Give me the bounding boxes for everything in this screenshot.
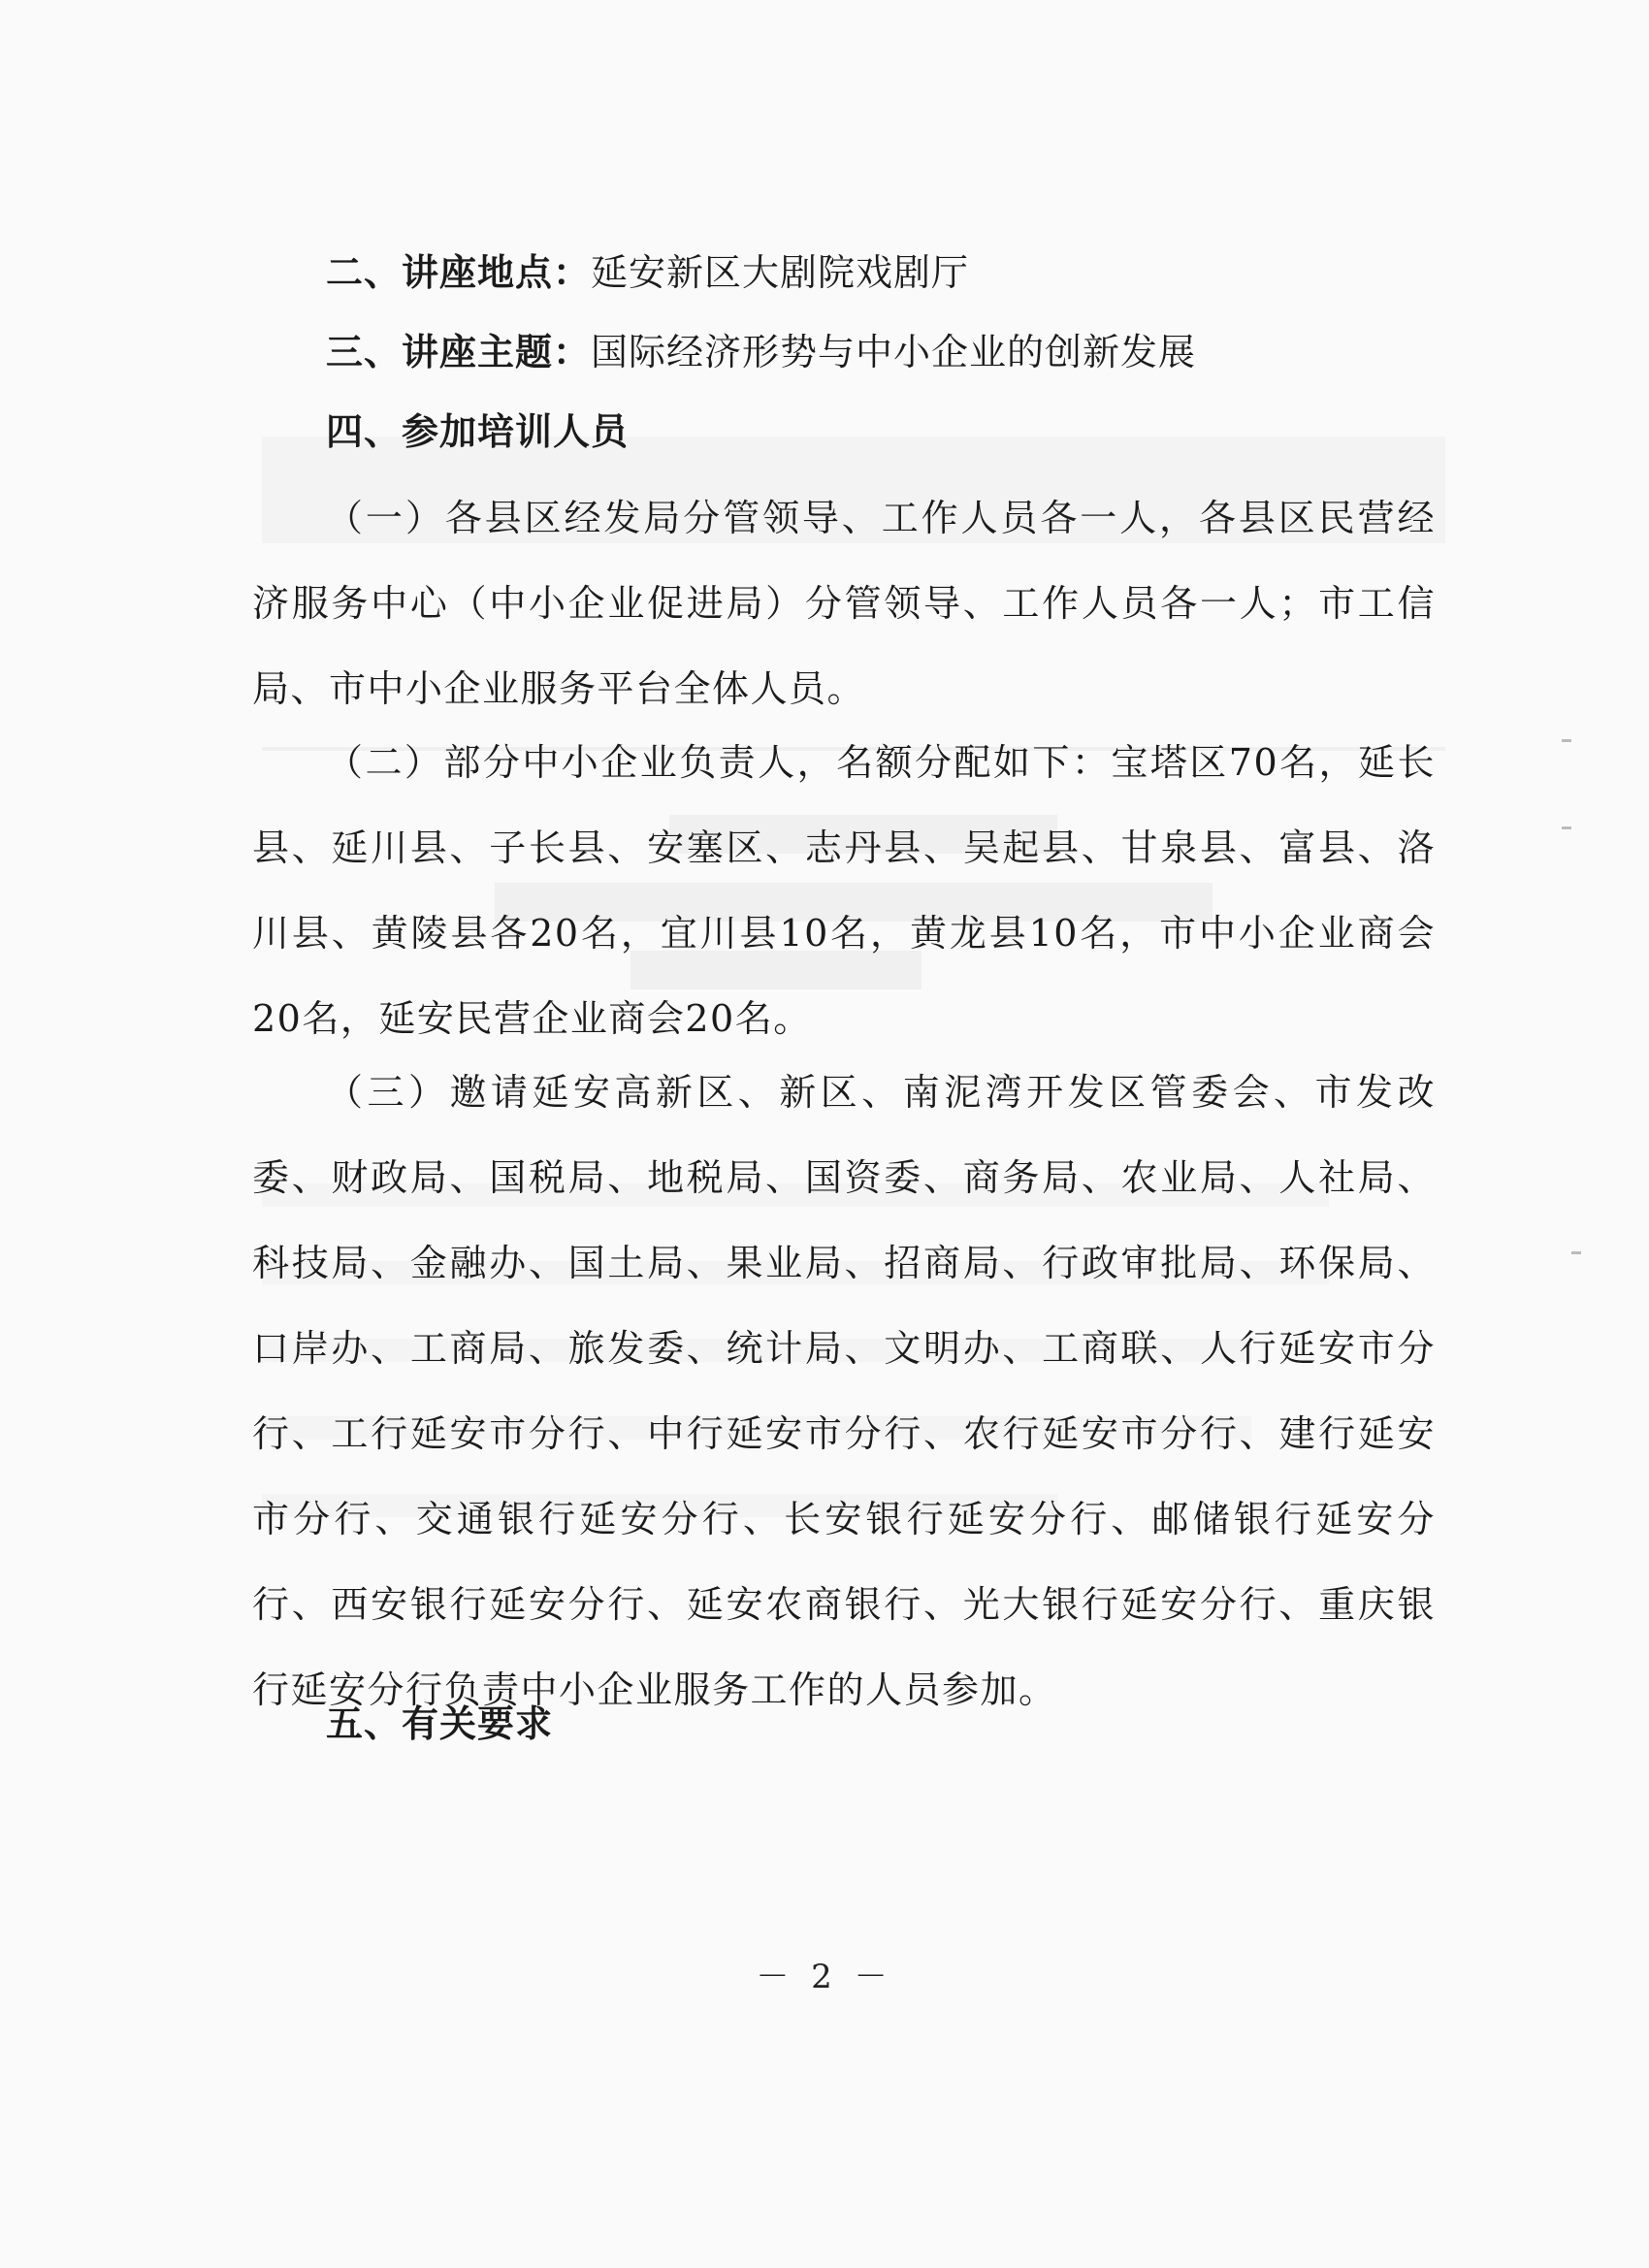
section-requirements-heading [326, 1701, 554, 1745]
section-venue [326, 250, 970, 294]
section-attendees-label: 四、参加培训人员 [326, 409, 630, 453]
section-attendees-heading [326, 409, 630, 453]
attendees-paragraph-2: （二）部分中小企业负责人，名额分配如下：宝塔区70名，延长县、延川县、子长县、安塞区、志丹县、吴起县、甘泉县、富县、洛川县、黄陵县各20名，宜川县10名，黄龙县10名，市中小企业商会20名，延安民营企业商会20名。 [252, 741, 1436, 1040]
scan-edge-mark [1562, 739, 1571, 742]
scan-edge-mark [1562, 826, 1571, 829]
section-requirements-label: 五、有关要求 [326, 1701, 554, 1745]
page-number: － 2 － [756, 1958, 893, 1996]
attendees-paragraph-1: （一）各县区经发局分管领导、工作人员各一人，各县区民营经济服务中心（中小企业促进局）分管领导、工作人员各一人；市工信局、市中小企业服务平台全体人员。 [252, 497, 1436, 710]
section-venue-value: 延安新区大剧院戏剧厅 [591, 251, 970, 294]
section-topic [326, 330, 1197, 373]
scan-edge-mark [1571, 1251, 1581, 1254]
attendees-paragraph-3: （三）邀请延安高新区、新区、南泥湾开发区管委会、市发改委、财政局、国税局、地税局、国资委、商务局、农业局、人社局、科技局、金融办、国土局、果业局、招商局、行政审批局、环保局、口岸办、工商局、旅发委、统计局、文明办、工商联、人行延安市分行、工行延安市分行、中行延安市分行、农行延安市分行、建行延安市分行、交通银行延安分行、长安银行延安分行、邮储银行延安分行、西安银行延安分行、延安农商银行、光大银行延安分行、重庆银行延安分行负责中小企业服务工作的人员参加。 [252, 1071, 1436, 1711]
section-topic-label: 三、讲座主题： [326, 330, 592, 373]
section-venue-label: 二、讲座地点： [326, 250, 592, 294]
section-topic-value: 国际经济形势与中小企业的创新发展 [591, 331, 1197, 373]
